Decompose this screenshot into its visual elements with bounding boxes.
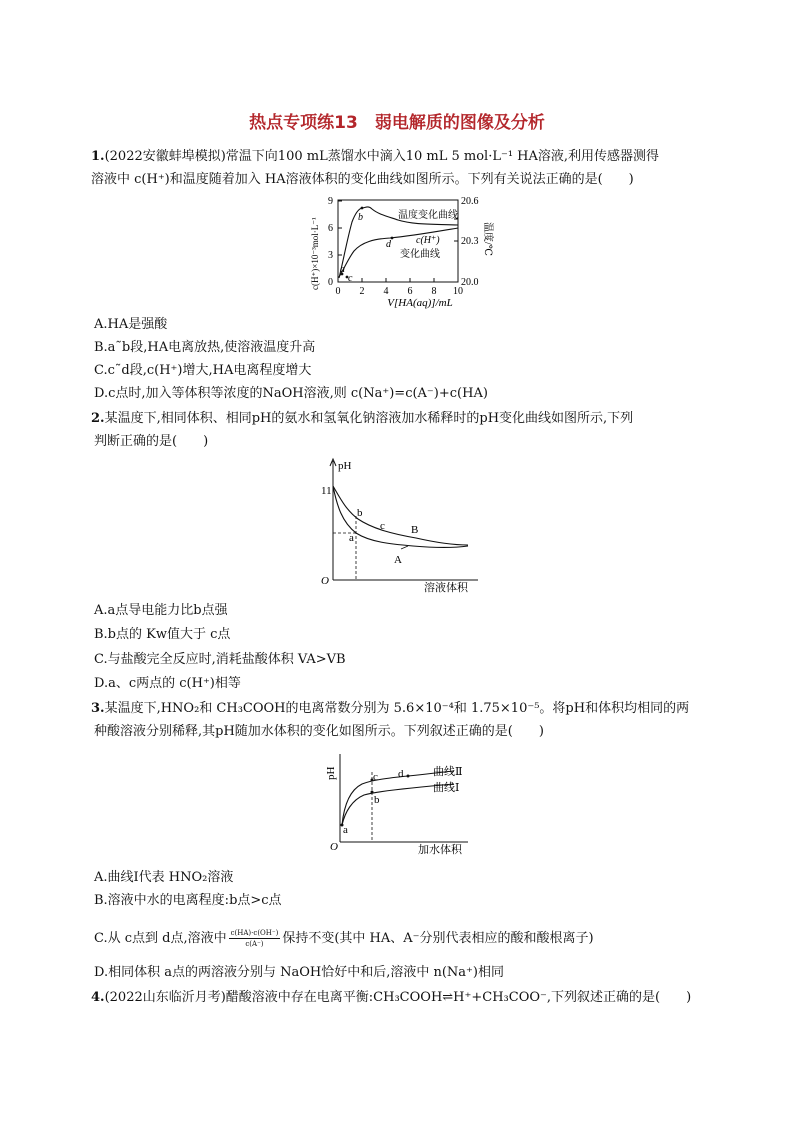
option-c-suffix: 保持不变(其中 HA、A⁻分别代表相应的酸和酸根离子): [282, 931, 594, 946]
point-d: d: [398, 768, 404, 780]
right-tick-20.0: 20.0: [461, 277, 479, 288]
x-tick-6: 6: [407, 286, 413, 297]
curve-a-label: A: [394, 554, 402, 566]
point-a: a: [343, 824, 348, 836]
point-c: c: [380, 520, 385, 532]
x-tick-8: 8: [431, 286, 437, 297]
x-axis-label: V[HA(aq)]/mL: [387, 297, 453, 309]
x-tick-0: 0: [335, 286, 341, 297]
question-3-stem-line2: 种酸溶液分别稀释,其pH随加水体积的变化如图所示。下列叙述正确的是( ): [94, 724, 544, 739]
option-c-denominator: c(A⁻): [245, 940, 264, 948]
question-2-stem-text1: 某温度下,相同体积、相同pH的氨水和氢氧化钠溶液加水稀释时的pH变化曲线如图所示,下列: [104, 411, 634, 426]
question-2-figure: [318, 455, 488, 595]
hydrogen-ion-curve: [339, 228, 458, 277]
question-1-stem-text1: (2022安徽蚌埠模拟)常温下向100 mL蒸馏水中滴入10 mL 5 mol·L⁻¹ HA溶液,利用传感器测得: [104, 149, 660, 164]
question-3-figure: [318, 750, 478, 858]
question-4-stem-text: (2022山东临沂月考)醋酸溶液中存在电离平衡:CH₃COOH⇌H⁺+CH₃COO⁻,下列叙述正确的是( ): [104, 990, 692, 1005]
question-3-option-d: D.相同体积 a点的两溶液分别与 NaOH恰好中和后,溶液中 n(Na⁺)相同: [94, 965, 504, 980]
right-axis-label: 温度/℃: [482, 222, 493, 256]
curve-ii-label: 曲线Ⅱ: [433, 766, 463, 778]
question-4-stem: [91, 988, 691, 1008]
question-1-option-b: B.a˜b段,HA电离放热,使溶液温度升高: [94, 340, 316, 355]
question-2-stem-line1: [91, 409, 633, 429]
x-axis-label: 加水体积: [418, 844, 462, 856]
point-d: d: [386, 239, 391, 250]
point-a: a: [349, 532, 354, 544]
point-b: b: [357, 507, 363, 519]
origin-label: O: [321, 575, 329, 587]
question-1-option-d: D.c点时,加入等体积等浓度的NaOH溶液,则 c(Na⁺)=c(A⁻)+c(HA): [94, 386, 488, 401]
left-tick-0: 0: [328, 277, 333, 288]
question-1-stem-line1: [91, 147, 659, 167]
question-1-stem-line2: 溶液中 c(H⁺)和温度随着加入 HA溶液体积的变化曲线如图所示。下列有关说法正确的是( ): [91, 172, 634, 187]
curve-b-label: B: [411, 524, 419, 536]
temperature-curve-label: 温度变化曲线: [398, 210, 458, 221]
origin-label: O: [330, 841, 338, 853]
point-c: c: [373, 771, 378, 783]
point-b: b: [374, 794, 380, 806]
page-title: 热点专项练13 弱电解质的图像及分析: [249, 113, 545, 133]
question-2-option-b: B.b点的 Kw值大于 c点: [94, 627, 231, 642]
question-2-option-a: A.a点导电能力比b点强: [94, 603, 228, 618]
question-3-number: 3.: [91, 701, 105, 716]
left-tick-6: 6: [328, 223, 333, 234]
question-2-option-d: D.a、c两点的 c(H⁺)相等: [94, 676, 241, 691]
left-tick-9: 9: [328, 196, 333, 207]
question-2-number: 2.: [91, 411, 105, 426]
right-tick-20.6: 20.6: [461, 196, 479, 207]
question-1-figure: [302, 192, 507, 310]
x-tick-2: 2: [359, 286, 365, 297]
question-3-option-b: B.溶液中水的电离程度:b点>c点: [94, 893, 282, 908]
option-c-fraction: [229, 928, 281, 949]
question-1-option-a: A.HA是强酸: [94, 317, 168, 332]
left-tick-3: 3: [328, 250, 333, 261]
question-3-stem-text1: 某温度下,HNO₂和 CH₃COOH的电离常数分别为 5.6×10⁻⁴和 1.75×10⁻⁵。将pH和体积均相同的两: [104, 701, 690, 716]
y-axis-label: pH: [338, 460, 352, 472]
y-tick-11: 11: [321, 485, 332, 497]
question-2-stem-line2: 判断正确的是( ): [94, 434, 209, 449]
right-tick-20.3: 20.3: [461, 236, 479, 247]
left-axis-label: c(H⁺)×10⁻³mol·L⁻¹: [310, 217, 320, 290]
option-c-numerator: c(HA)·c(OH⁻): [230, 929, 279, 937]
hydrogen-curve-label-2: 变化曲线: [400, 249, 440, 260]
option-c-prefix: C.从 c点到 d点,溶液中: [94, 931, 227, 946]
question-2-option-c: C.与盐酸完全反应时,消耗盐酸体积 VA>VB: [94, 652, 346, 667]
x-tick-10: 10: [453, 286, 463, 297]
question-3-option-c: [94, 926, 594, 952]
point-c: c: [348, 273, 353, 284]
point-a: a: [340, 264, 345, 275]
point-b: b: [358, 212, 363, 223]
x-tick-4: 4: [383, 286, 389, 297]
question-1-number: 1.: [91, 149, 105, 164]
curve-i-label: 曲线Ⅰ: [433, 782, 460, 794]
question-3-stem-line1: [91, 699, 689, 719]
question-1-option-c: C.c˜d段,c(H⁺)增大,HA电离程度增大: [94, 363, 312, 378]
x-axis-label: 溶液体积: [424, 582, 468, 594]
question-3-option-a: A.曲线Ⅰ代表 HNO₂溶液: [94, 870, 234, 885]
hydrogen-curve-label-1: c(H⁺): [416, 235, 440, 246]
y-axis-label: pH: [325, 766, 337, 780]
question-4-number: 4.: [91, 990, 105, 1005]
